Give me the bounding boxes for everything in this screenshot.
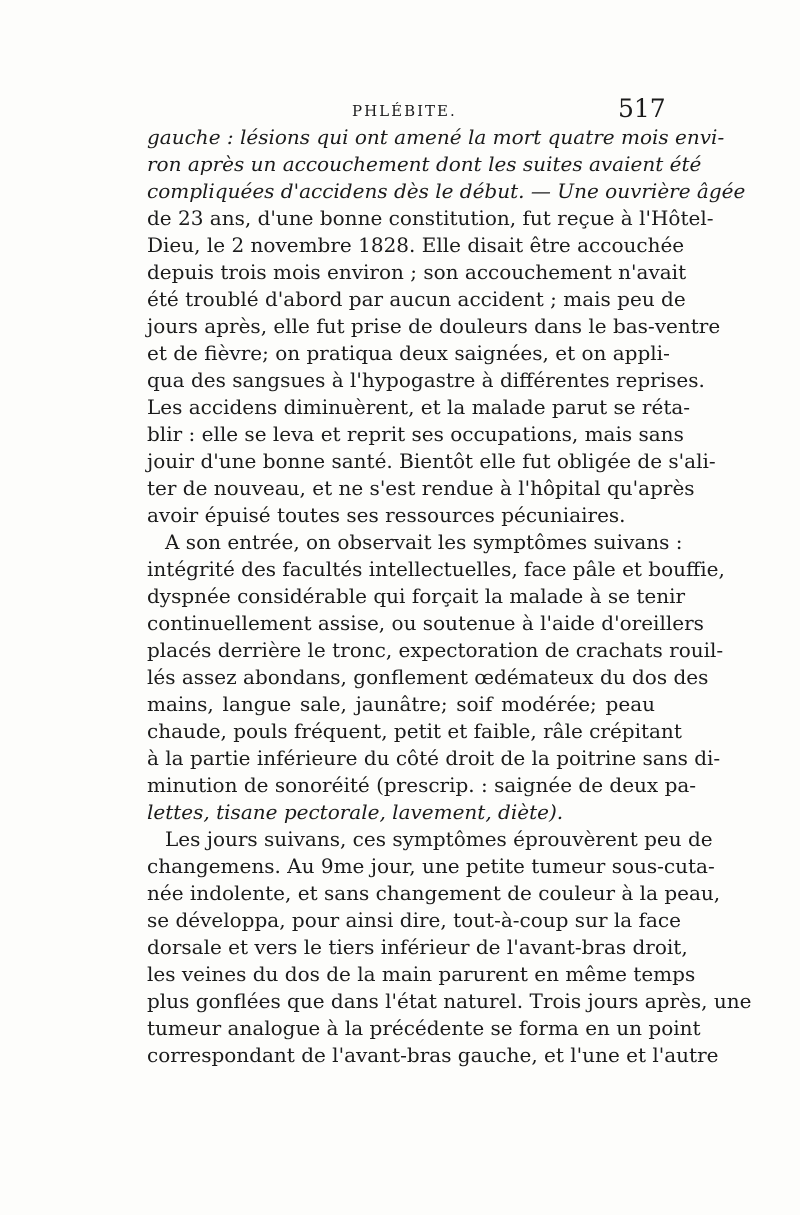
text-line: se développa, pour ainsi dire, tout-à-coup sur la face [147,908,681,932]
text-line: plus gonflées que dans l'état naturel. Trois jours après, une [147,989,752,1013]
text-line: qua des sangsues à l'hypogastre à différentes reprises. [147,368,705,392]
text-line: depuis trois mois environ ; son accouchement n'avait [147,260,687,284]
text-line: Les accidens diminuèrent, et la malade parut se réta- [147,395,691,419]
text-line: minution de sonoréité (prescrip. : saignée de deux pa- [147,773,697,797]
text-line: chaude, pouls fréquent, petit et faible, râle crépitant [147,719,682,743]
text-line: A son entrée, on observait les symptômes suivans : [165,530,683,554]
text-line: de 23 ans, d'une bonne constitution, fut reçue à l'Hôtel- [147,206,714,230]
text-line: blir : elle se leva et reprit ses occupations, mais sans [147,422,684,446]
text-line-italic: compliquées d'accidens dès le début. — Une ouvrière âgée [147,179,746,203]
text-line: lés assez abondans, gonflement œdémateux du dos des [147,665,709,689]
running-head: PHLÉBITE. [352,102,457,120]
text-line: intégrité des facultés intellectuelles, face pâle et bouffie, [147,557,725,581]
text-line: lettes, tisane pectorale, lavement, diète). [147,800,564,824]
body-text [147,124,752,1069]
text-line: gauche : lésions qui ont amené la mort quatre mois envi- [147,125,725,149]
text-line: dorsale et vers le tiers inférieur de l'avant-bras droit, [147,935,688,959]
text-line: et de fièvre; on pratiqua deux saignées, et on appli- [147,341,670,365]
text-line: ron après un accouchement dont les suites avaient été [147,152,702,176]
text-line: avoir épuisé toutes ses ressources pécuniaires. [147,503,626,527]
text-line: tumeur analogue à la précédente se forma en un point [147,1016,701,1040]
text-line: changemens. Au 9me jour, une petite tumeur sous-cuta- [147,854,715,878]
text-line: à la partie inférieure du côté droit de la poitrine sans di- [147,746,721,770]
text-line: jouir d'une bonne santé. Bientôt elle fut obligée de s'ali- [147,449,716,473]
text-line: été troublé d'abord par aucun accident ; mais peu de [147,287,686,311]
text-line: Dieu, le 2 novembre 1828. Elle disait être accouchée [147,233,685,257]
text-line: mains, langue sale, jaunâtre; soif modérée; peau [147,692,655,716]
page-number: 517 [618,94,666,123]
text-line: les veines du dos de la main parurent en même temps [147,962,696,986]
text-line: dyspnée considérable qui forçait la malade à se tenir [147,584,686,608]
text-line: jours après, elle fut prise de douleurs dans le bas-ventre [147,314,721,338]
text-line: née indolente, et sans changement de couleur à la peau, [147,881,721,905]
text-line: Les jours suivans, ces symptômes éprouvèrent peu de [165,827,713,851]
text-line: placés derrière le tronc, expectoration de crachats rouil- [147,638,724,662]
text-line: correspondant de l'avant-bras gauche, et l'une et l'autre [147,1043,719,1067]
text-line: ter de nouveau, et ne s'est rendue à l'hôpital qu'après [147,476,695,500]
text-line: continuellement assise, ou soutenue à l'aide d'oreillers [147,611,704,635]
text-line [147,178,746,205]
